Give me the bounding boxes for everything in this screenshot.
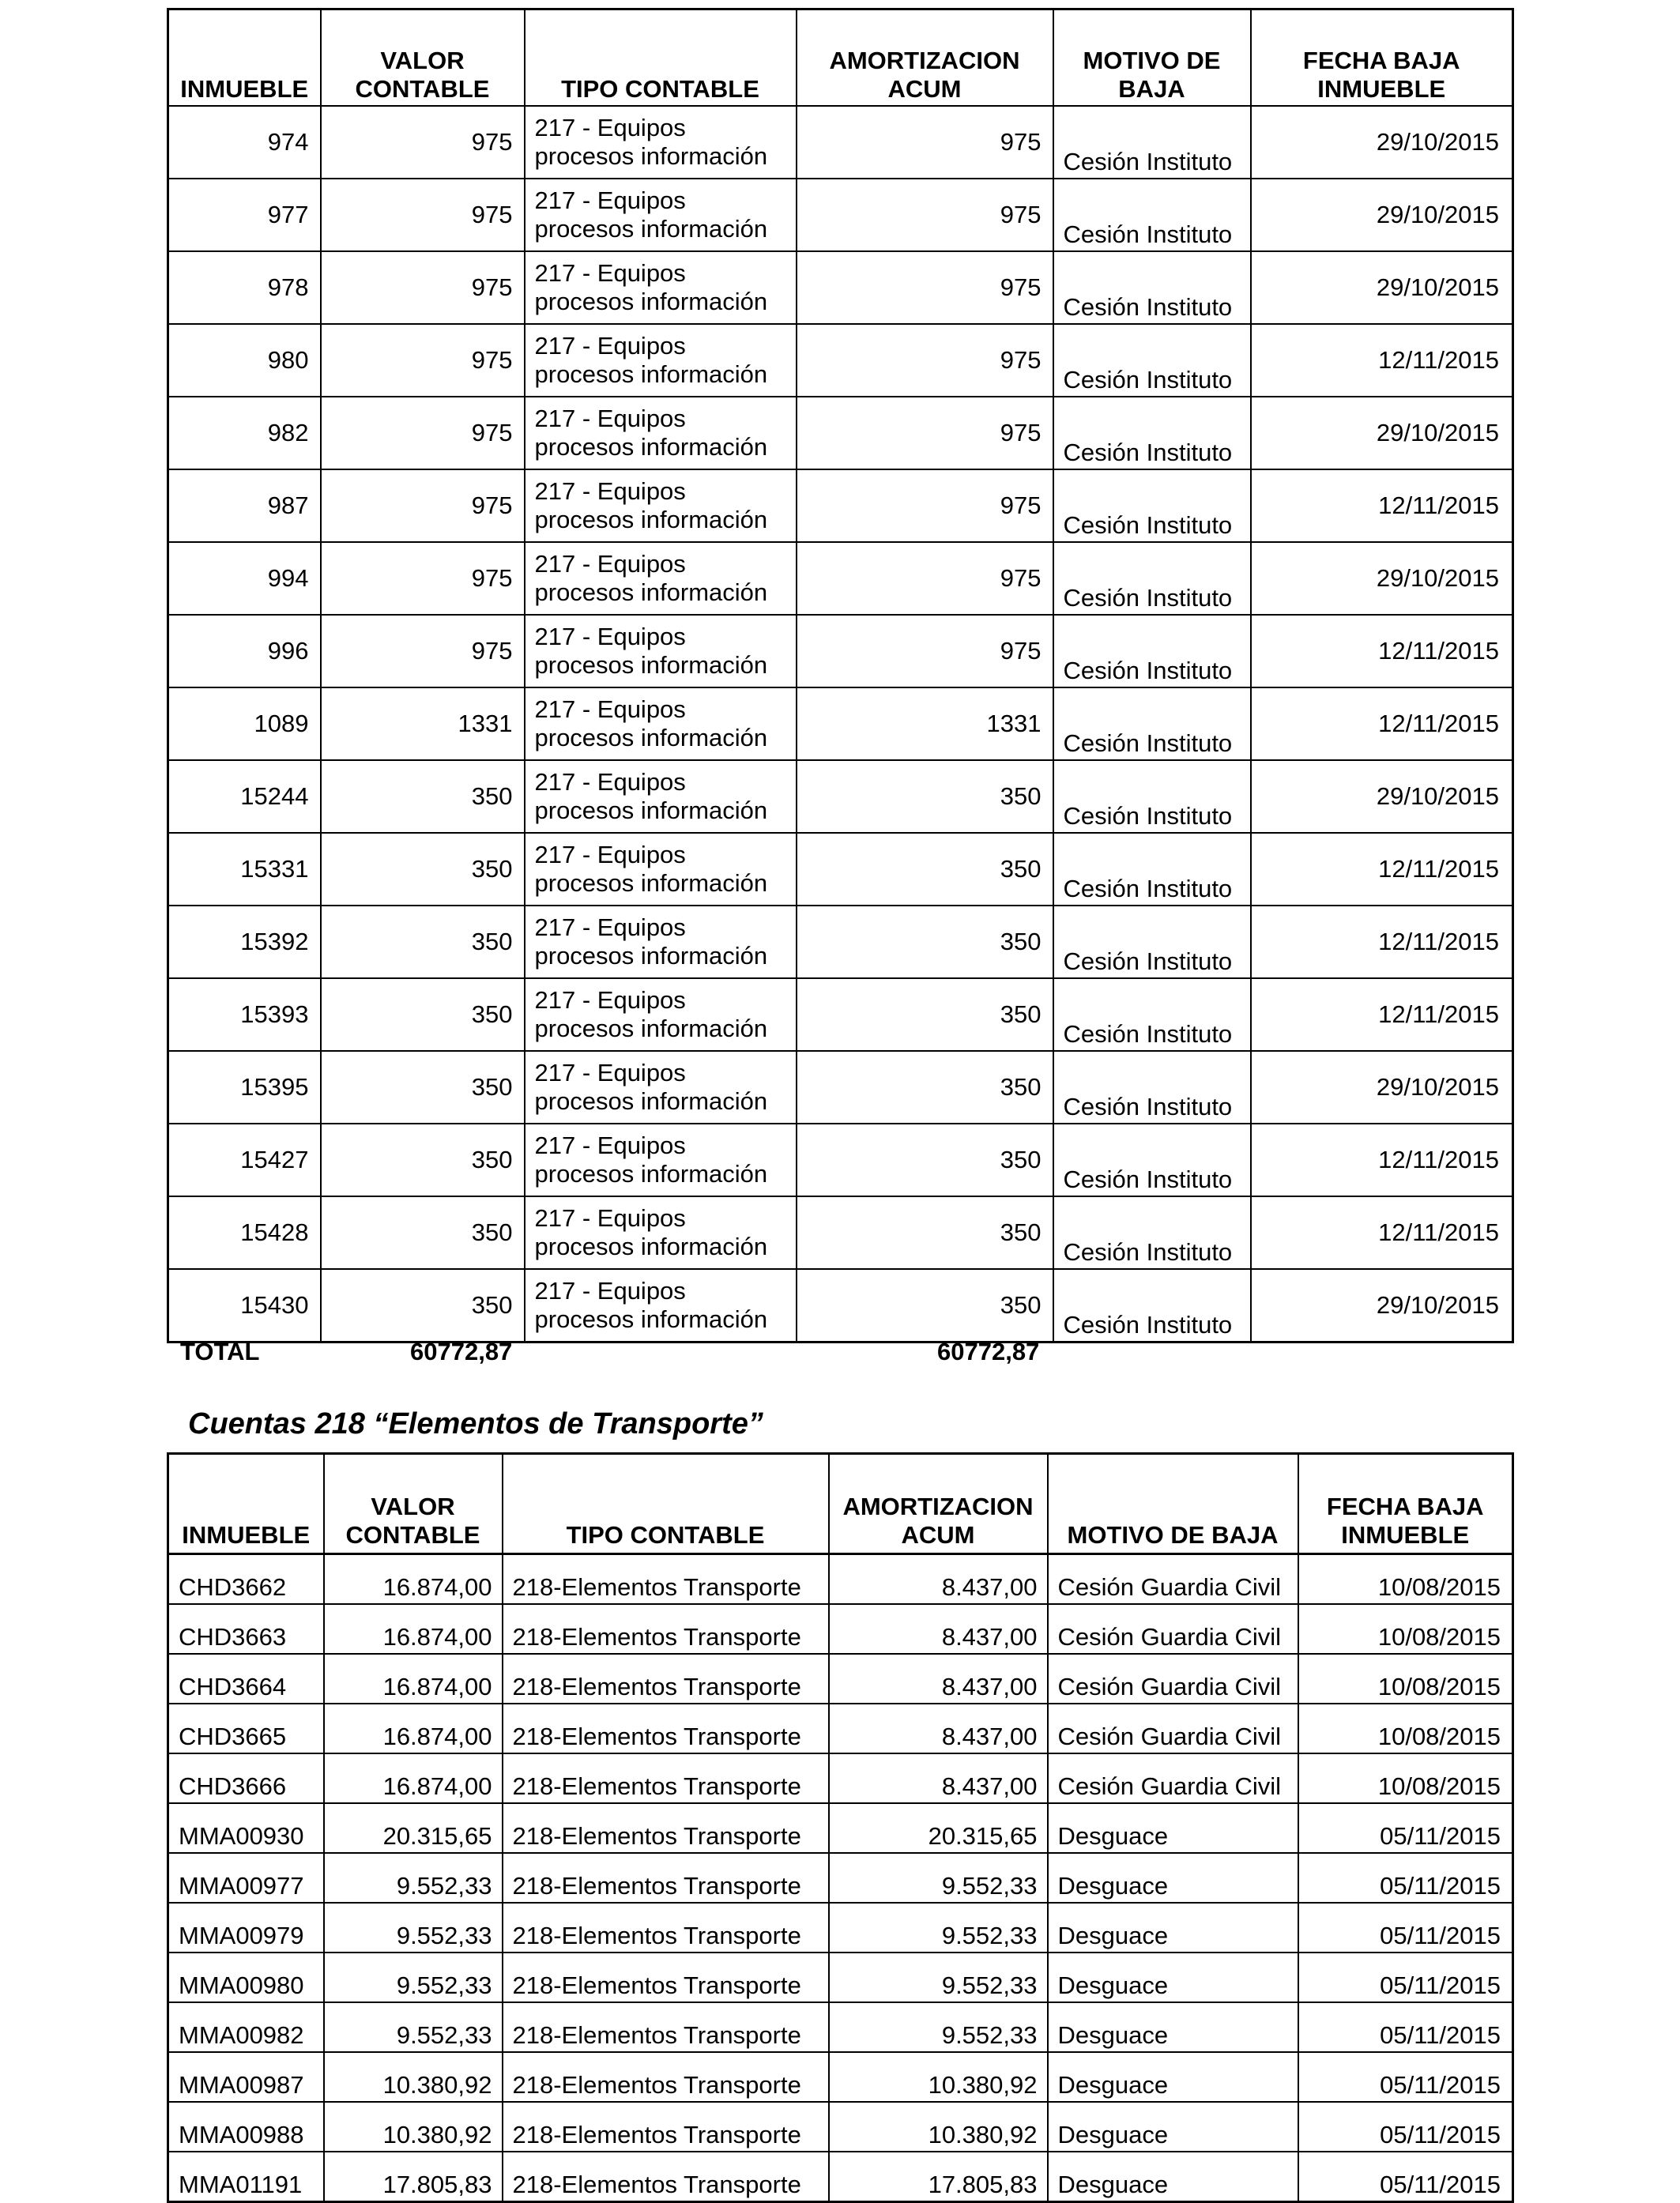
cell-motivo: Cesión Guardia Civil [1048,1753,1298,1803]
cell-tipo-contable [525,324,797,397]
cell-motivo: Desguace [1048,1903,1298,1953]
cell-amortizacion: 350 [797,1124,1053,1196]
tipo-line: procesos información [534,506,768,533]
tipo-line: 217 - Equipos [534,913,686,941]
cell-tipo-contable [525,906,797,978]
cell-inmueble: 994 [168,542,321,615]
cell-motivo: Cesión Instituto [1053,251,1251,324]
cell-fecha: 12/11/2015 [1251,469,1513,542]
header-tipo-contable [525,9,797,107]
table-row [168,251,1513,324]
cell-fecha: 10/08/2015 [1298,1704,1513,1753]
cell-valor-contable: 9.552,33 [324,1903,503,1953]
cell-motivo: Cesión Instituto [1053,615,1251,687]
cell-fecha: 05/11/2015 [1298,2052,1513,2102]
cell-amortizacion: 350 [797,1269,1053,1343]
tipo-line: 217 - Equipos [534,623,686,650]
cell-inmueble: MMA00979 [168,1903,324,1953]
table-row [168,687,1513,760]
table-row [168,1704,1513,1753]
header-motivo [1048,1454,1298,1554]
cell-tipo-contable: 218-Elementos Transporte [503,2152,829,2202]
cell-tipo-contable: 218-Elementos Transporte [503,1953,829,2002]
equipos-table-body [168,106,1513,1343]
cell-inmueble: MMA00980 [168,1953,324,2002]
cell-motivo: Desguace [1048,1853,1298,1903]
cell-motivo: Cesión Guardia Civil [1048,1704,1298,1753]
cell-fecha: 29/10/2015 [1251,179,1513,251]
tipo-line: procesos información [534,360,768,388]
cell-tipo-contable: 218-Elementos Transporte [503,1704,829,1753]
header-label: MOTIVO DE [1083,47,1221,74]
cell-amortizacion: 17.805,83 [829,2152,1048,2202]
tipo-line: procesos información [534,578,768,606]
cell-tipo-contable: 218-Elementos Transporte [503,1554,829,1605]
cell-tipo-contable: 218-Elementos Transporte [503,1654,829,1704]
cell-valor-contable: 16.874,00 [324,1554,503,1605]
cell-amortizacion: 9.552,33 [829,1853,1048,1903]
table-row [168,469,1513,542]
header-label: FECHA BAJA [1302,47,1460,74]
header-fecha [1298,1454,1513,1554]
cell-inmueble: 15395 [168,1051,321,1124]
section-heading: Cuentas 218 “Elementos de Transporte” [188,1407,763,1440]
cell-inmueble: 977 [168,179,321,251]
cell-valor-contable: 10.380,92 [324,2102,503,2152]
cell-inmueble: MMA01191 [168,2152,324,2202]
cell-valor-contable: 350 [321,906,525,978]
cell-tipo-contable [525,615,797,687]
tipo-line: procesos información [534,651,768,679]
cell-motivo: Cesión Instituto [1053,1051,1251,1124]
cell-tipo-contable [525,106,797,179]
cell-inmueble: MMA00988 [168,2102,324,2152]
cell-motivo: Cesión Instituto [1053,542,1251,615]
cell-amortizacion: 1331 [797,687,1053,760]
table-row [168,1654,1513,1704]
cell-valor-contable: 975 [321,542,525,615]
header-label: CONTABLE [355,75,490,103]
tipo-line: procesos información [534,433,768,461]
cell-fecha: 05/11/2015 [1298,2102,1513,2152]
cell-motivo: Cesión Guardia Civil [1048,1554,1298,1605]
cell-motivo: Cesión Instituto [1053,397,1251,469]
cell-fecha: 05/11/2015 [1298,1803,1513,1853]
table-row [168,2152,1513,2202]
cell-inmueble: CHD3664 [168,1654,324,1704]
cell-motivo: Cesión Instituto [1053,179,1251,251]
cell-fecha: 29/10/2015 [1251,251,1513,324]
cell-inmueble: 980 [168,324,321,397]
total-valor: 60772,87 [410,1338,513,1365]
table-row [168,106,1513,179]
header-tipo-contable [503,1454,829,1554]
cell-motivo: Cesión Guardia Civil [1048,1604,1298,1654]
table-row [168,760,1513,833]
cell-motivo: Cesión Instituto [1053,469,1251,542]
cell-amortizacion: 350 [797,1196,1053,1269]
cell-fecha: 05/11/2015 [1298,1953,1513,2002]
header-label: AMORTIZACION [829,47,1020,74]
cell-valor-contable: 975 [321,106,525,179]
header-label: CONTABLE [345,1521,480,1549]
cell-motivo: Desguace [1048,2002,1298,2052]
cell-tipo-contable [525,687,797,760]
header-label: INMUEBLE [180,75,309,103]
table-row [168,1853,1513,1903]
cell-amortizacion: 8.437,00 [829,1753,1048,1803]
cell-inmueble: 982 [168,397,321,469]
tipo-line: 217 - Equipos [534,186,686,214]
cell-amortizacion: 9.552,33 [829,1903,1048,1953]
cell-amortizacion: 975 [797,324,1053,397]
header-valor-contable [321,9,525,107]
cell-inmueble: CHD3666 [168,1753,324,1803]
cell-tipo-contable [525,1196,797,1269]
cell-valor-contable: 350 [321,1124,525,1196]
cell-inmueble: CHD3663 [168,1604,324,1654]
header-label: VALOR [380,47,465,74]
cell-fecha: 05/11/2015 [1298,1853,1513,1903]
table-row [168,1903,1513,1953]
cell-fecha: 05/11/2015 [1298,2152,1513,2202]
tipo-line: procesos información [534,1233,768,1260]
cell-amortizacion: 8.437,00 [829,1704,1048,1753]
cell-valor-contable: 9.552,33 [324,1953,503,2002]
cell-fecha: 29/10/2015 [1251,106,1513,179]
tipo-line: procesos información [534,215,768,243]
header-label: BAJA [1118,75,1185,103]
cell-fecha: 29/10/2015 [1251,542,1513,615]
header-row [168,1454,1513,1554]
tipo-line: procesos información [534,1305,768,1333]
cell-fecha: 12/11/2015 [1251,906,1513,978]
cell-fecha: 10/08/2015 [1298,1753,1513,1803]
cell-tipo-contable: 218-Elementos Transporte [503,1903,829,1953]
equipos-table [167,8,1514,1343]
header-label: ACUM [901,1521,975,1549]
cell-inmueble: MMA00982 [168,2002,324,2052]
header-inmueble [168,1454,324,1554]
cell-amortizacion: 350 [797,760,1053,833]
cell-motivo: Cesión Instituto [1053,906,1251,978]
tipo-line: procesos información [534,142,768,170]
cell-inmueble: 974 [168,106,321,179]
cell-amortizacion: 975 [797,251,1053,324]
cell-fecha: 05/11/2015 [1298,1903,1513,1953]
tipo-line: 217 - Equipos [534,550,686,578]
cell-motivo: Cesión Instituto [1053,106,1251,179]
transporte-table-body [168,1554,1513,2202]
cell-valor-contable: 9.552,33 [324,2002,503,2052]
header-amortizacion [797,9,1053,107]
cell-fecha: 29/10/2015 [1251,760,1513,833]
cell-valor-contable: 350 [321,833,525,906]
tipo-line: 217 - Equipos [534,332,686,360]
cell-tipo-contable: 218-Elementos Transporte [503,1853,829,1903]
cell-inmueble: 987 [168,469,321,542]
tipo-line: 217 - Equipos [534,1204,686,1232]
header-row [168,9,1513,107]
cell-fecha: 12/11/2015 [1251,1124,1513,1196]
cell-amortizacion: 975 [797,469,1053,542]
cell-fecha: 10/08/2015 [1298,1554,1513,1605]
cell-valor-contable: 975 [321,469,525,542]
cell-amortizacion: 350 [797,1051,1053,1124]
tipo-line: procesos información [534,796,768,824]
header-label: TIPO CONTABLE [561,75,759,103]
cell-valor-contable: 975 [321,324,525,397]
table-row [168,179,1513,251]
header-label: ACUM [887,75,962,103]
cell-motivo: Cesión Instituto [1053,1269,1251,1343]
cell-inmueble: 15427 [168,1124,321,1196]
table-row [168,1124,1513,1196]
cell-valor-contable: 975 [321,251,525,324]
cell-amortizacion: 975 [797,179,1053,251]
tipo-line: 217 - Equipos [534,695,686,723]
cell-tipo-contable [525,978,797,1051]
cell-motivo: Desguace [1048,2052,1298,2102]
cell-amortizacion: 975 [797,542,1053,615]
table-row [168,1196,1513,1269]
tipo-line: 217 - Equipos [534,477,686,505]
cell-amortizacion: 350 [797,906,1053,978]
tipo-line: procesos información [534,942,768,970]
tipo-line: procesos información [534,1015,768,1042]
tipo-line: procesos información [534,288,768,315]
tipo-line: 217 - Equipos [534,986,686,1014]
cell-valor-contable: 16.874,00 [324,1654,503,1704]
total-label: TOTAL [180,1338,260,1365]
cell-amortizacion: 975 [797,106,1053,179]
header-label: AMORTIZACION [842,1493,1034,1520]
cell-amortizacion: 8.437,00 [829,1654,1048,1704]
cell-motivo: Cesión Instituto [1053,760,1251,833]
cell-tipo-contable [525,760,797,833]
cell-tipo-contable [525,1051,797,1124]
cell-fecha: 12/11/2015 [1251,615,1513,687]
table-row [168,1051,1513,1124]
table-row [168,1803,1513,1853]
cell-motivo: Desguace [1048,1803,1298,1853]
header-fecha [1251,9,1513,107]
tipo-line: procesos información [534,1160,768,1188]
cell-motivo: Cesión Instituto [1053,978,1251,1051]
cell-motivo: Desguace [1048,1953,1298,2002]
cell-fecha: 29/10/2015 [1251,397,1513,469]
cell-tipo-contable [525,469,797,542]
cell-amortizacion: 10.380,92 [829,2102,1048,2152]
cell-inmueble: CHD3665 [168,1704,324,1753]
cell-fecha: 29/10/2015 [1251,1269,1513,1343]
cell-amortizacion: 975 [797,615,1053,687]
tipo-line: 217 - Equipos [534,768,686,796]
cell-motivo: Cesión Instituto [1053,1124,1251,1196]
cell-tipo-contable: 218-Elementos Transporte [503,1753,829,1803]
cell-tipo-contable [525,1124,797,1196]
cell-fecha: 29/10/2015 [1251,1051,1513,1124]
tipo-line: 217 - Equipos [534,1059,686,1086]
cell-tipo-contable: 218-Elementos Transporte [503,1803,829,1853]
cell-inmueble: CHD3662 [168,1554,324,1605]
cell-valor-contable: 350 [321,978,525,1051]
cell-valor-contable: 16.874,00 [324,1704,503,1753]
cell-valor-contable: 16.874,00 [324,1604,503,1654]
table-row [168,1753,1513,1803]
cell-amortizacion: 9.552,33 [829,1953,1048,2002]
cell-motivo: Cesión Guardia Civil [1048,1654,1298,1704]
cell-fecha: 10/08/2015 [1298,1604,1513,1654]
table-row [168,833,1513,906]
cell-fecha: 12/11/2015 [1251,687,1513,760]
cell-fecha: 12/11/2015 [1251,833,1513,906]
cell-amortizacion: 8.437,00 [829,1554,1048,1605]
tipo-line: 217 - Equipos [534,259,686,287]
cell-inmueble: 15392 [168,906,321,978]
cell-valor-contable: 9.552,33 [324,1853,503,1903]
cell-valor-contable: 350 [321,1269,525,1343]
cell-inmueble: 996 [168,615,321,687]
cell-inmueble: MMA00930 [168,1803,324,1853]
cell-valor-contable: 350 [321,1196,525,1269]
cell-tipo-contable: 218-Elementos Transporte [503,2052,829,2102]
tipo-line: procesos información [534,724,768,751]
header-label: TIPO CONTABLE [566,1521,765,1549]
tipo-line: procesos información [534,1087,768,1115]
table-row [168,1953,1513,2002]
table-row [168,978,1513,1051]
cell-amortizacion: 20.315,65 [829,1803,1048,1853]
cell-fecha: 12/11/2015 [1251,1196,1513,1269]
cell-tipo-contable [525,179,797,251]
cell-fecha: 12/11/2015 [1251,324,1513,397]
cell-motivo: Cesión Instituto [1053,687,1251,760]
cell-valor-contable: 350 [321,1051,525,1124]
cell-tipo-contable [525,397,797,469]
cell-motivo: Desguace [1048,2152,1298,2202]
cell-valor-contable: 350 [321,760,525,833]
table-row [168,1554,1513,1605]
cell-valor-contable: 20.315,65 [324,1803,503,1853]
cell-tipo-contable: 218-Elementos Transporte [503,2002,829,2052]
cell-inmueble: 15331 [168,833,321,906]
tipo-line: 217 - Equipos [534,841,686,868]
table-row [168,1269,1513,1343]
tipo-line: 217 - Equipos [534,1132,686,1159]
cell-tipo-contable [525,251,797,324]
cell-motivo: Desguace [1048,2102,1298,2152]
cell-tipo-contable [525,833,797,906]
header-amortizacion [829,1454,1048,1554]
cell-amortizacion: 8.437,00 [829,1604,1048,1654]
total-amortizacion: 60772,87 [937,1338,1040,1365]
cell-fecha: 12/11/2015 [1251,978,1513,1051]
cell-inmueble: 15430 [168,1269,321,1343]
header-label: MOTIVO DE BAJA [1067,1521,1279,1549]
header-inmueble [168,9,321,107]
table-row [168,2102,1513,2152]
table-row [168,2052,1513,2102]
header-valor-contable [324,1454,503,1554]
header-label: INMUEBLE [1341,1521,1470,1549]
table-row [168,615,1513,687]
table-row [168,906,1513,978]
tipo-line: 217 - Equipos [534,114,686,141]
transporte-table [167,1452,1514,2203]
table-row [168,324,1513,397]
cell-valor-contable: 16.874,00 [324,1753,503,1803]
cell-inmueble: 15244 [168,760,321,833]
cell-valor-contable: 975 [321,397,525,469]
table-row [168,542,1513,615]
cell-valor-contable: 10.380,92 [324,2052,503,2102]
cell-valor-contable: 1331 [321,687,525,760]
header-label: INMUEBLE [1317,75,1446,103]
cell-tipo-contable [525,542,797,615]
cell-inmueble: MMA00977 [168,1853,324,1903]
cell-inmueble: MMA00987 [168,2052,324,2102]
header-label: VALOR [371,1493,455,1520]
table-row [168,1604,1513,1654]
tipo-line: 217 - Equipos [534,405,686,432]
header-label: INMUEBLE [182,1521,311,1549]
cell-inmueble: 15428 [168,1196,321,1269]
cell-inmueble: 978 [168,251,321,324]
cell-tipo-contable: 218-Elementos Transporte [503,2102,829,2152]
cell-motivo: Cesión Instituto [1053,324,1251,397]
cell-valor-contable: 975 [321,615,525,687]
table-row [168,2002,1513,2052]
cell-fecha: 05/11/2015 [1298,2002,1513,2052]
cell-amortizacion: 350 [797,978,1053,1051]
cell-valor-contable: 17.805,83 [324,2152,503,2202]
cell-amortizacion: 9.552,33 [829,2002,1048,2052]
header-motivo [1053,9,1251,107]
cell-tipo-contable: 218-Elementos Transporte [503,1604,829,1654]
cell-motivo: Cesión Instituto [1053,1196,1251,1269]
cell-amortizacion: 10.380,92 [829,2052,1048,2102]
cell-amortizacion: 975 [797,397,1053,469]
cell-fecha: 10/08/2015 [1298,1654,1513,1704]
cell-amortizacion: 350 [797,833,1053,906]
cell-inmueble: 15393 [168,978,321,1051]
cell-motivo: Cesión Instituto [1053,833,1251,906]
header-label: FECHA BAJA [1326,1493,1484,1520]
cell-inmueble: 1089 [168,687,321,760]
table-row [168,397,1513,469]
cell-tipo-contable [525,1269,797,1343]
tipo-line: procesos información [534,869,768,897]
tipo-line: 217 - Equipos [534,1277,686,1305]
cell-valor-contable: 975 [321,179,525,251]
